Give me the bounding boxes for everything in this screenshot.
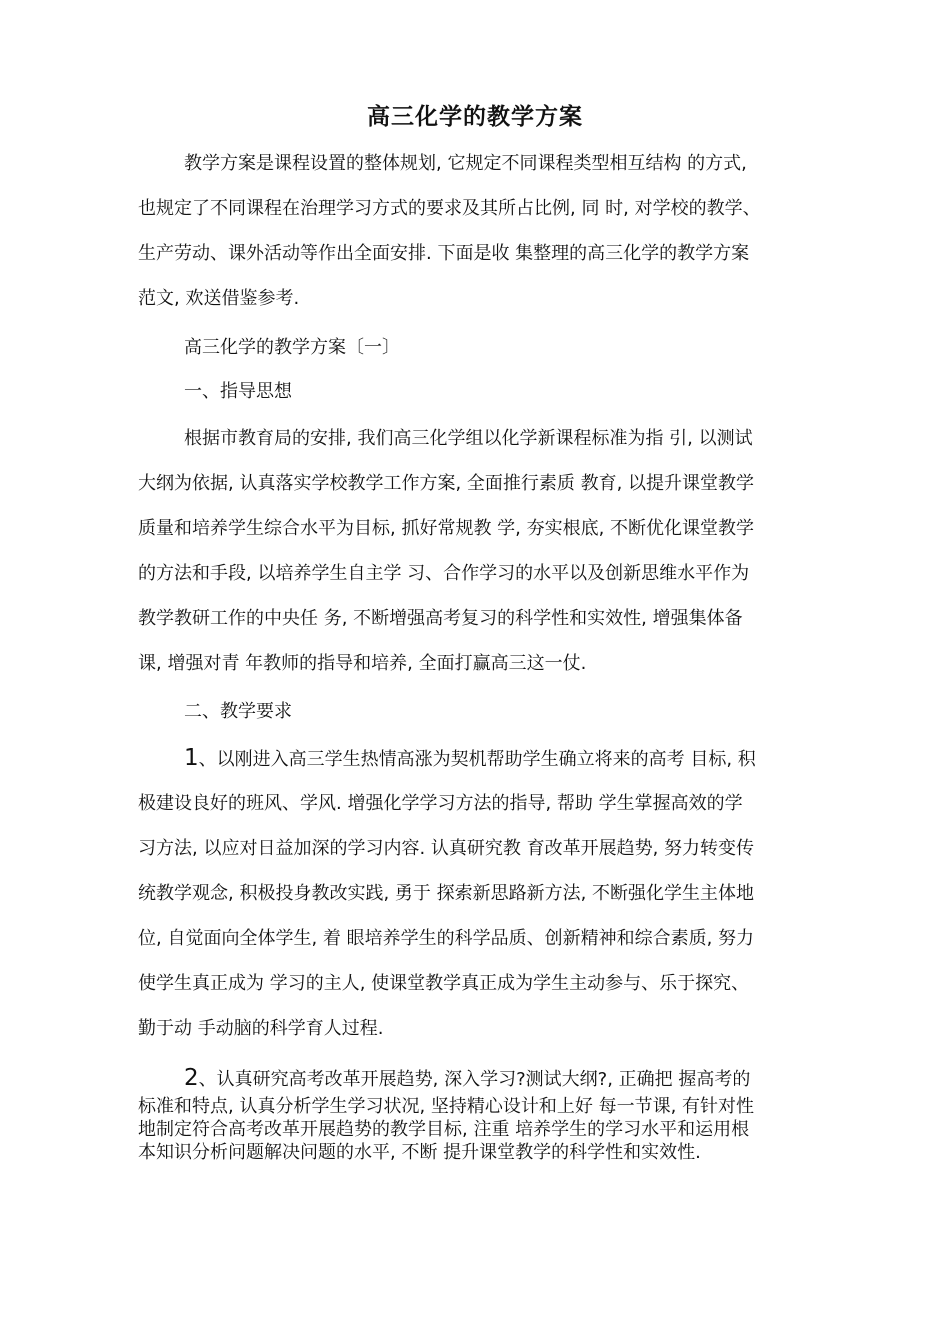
list-item bbox=[184, 746, 884, 772]
body-line: 标准和特点, 认真分析学生学习状况, 坚持精心设计和上好 每一节课, 有针对性 bbox=[138, 1096, 755, 1117]
body-line: 地制定符合高考改革开展趋势的教学目标, 注重 培养学生的学习水平和运用根 bbox=[138, 1119, 750, 1140]
section-heading: 一、指导思想 bbox=[184, 381, 292, 402]
body-line: 也规定了不同课程在治理学习方式的要求及其所占比例, 同 时, 对学校的教学、 bbox=[138, 198, 761, 219]
document-title: 高三化学的教学方案 bbox=[367, 104, 583, 130]
body-line: 习方法, 以应对日益加深的学习内容. 认真研究教 育改革开展趋势, 努力转变传 bbox=[138, 838, 755, 859]
body-line: 质量和培养学生综合水平为目标, 抓好常规教 学, 夯实根底, 不断优化课堂教学 bbox=[138, 518, 755, 539]
body-line: 大纲为依据, 认真落实学校教学工作方案, 全面推行素质 教育, 以提升课堂教学 bbox=[138, 473, 755, 494]
body-line: 极建设良好的班风、学风. 增强化学学习方法的指导, 帮助 学生掌握高效的学 bbox=[138, 793, 743, 814]
body-line: 位, 自觉面向全体学生, 着 眼培养学生的科学品质、创新精神和综合素质, 努力 bbox=[138, 928, 755, 949]
body-line: 的方法和手段, 以培养学生自主学 习、合作学习的水平以及创新思维水平作为 bbox=[138, 563, 750, 584]
body-line: 勤于动 手动脑的科学育人过程. bbox=[138, 1018, 384, 1039]
section-heading: 高三化学的教学方案〔一〕 bbox=[184, 337, 400, 358]
body-line: 生产劳动、课外活动等作出全面安排. 下面是收 集整理的高三化学的教学方案 bbox=[138, 243, 750, 264]
body-line: 教学教研工作的中央任 务, 不断增强高考复习的科学性和实效性, 增强集体备 bbox=[138, 608, 743, 629]
body-line: 统教学观念, 积极投身教改实践, 勇于 探索新思路新方法, 不断强化学生主体地 bbox=[138, 883, 755, 904]
body-line: 教学方案是课程设置的整体规划, 它规定不同课程类型相互结构 的方式, bbox=[184, 153, 747, 174]
body-line: 课, 增强对青 年教师的指导和培养, 全面打赢高三这一仗. bbox=[138, 653, 587, 674]
list-item bbox=[184, 1066, 884, 1092]
list-number: 1 bbox=[184, 745, 199, 771]
section-heading: 二、教学要求 bbox=[184, 701, 292, 722]
body-line: 使学生真正成为 学习的主人, 使课堂教学真正成为学生主动参与、乐于探究、 bbox=[138, 973, 750, 994]
list-item-text: 、认真研究高考改革开展趋势, 深入学习?测试大纲?, 正确把 握高考的 bbox=[198, 1069, 751, 1090]
list-item-text: 、以刚进入高三学生热情高涨为契机帮助学生确立将来的高考 目标, 积 bbox=[198, 749, 756, 770]
body-line: 范文, 欢送借鉴参考. bbox=[138, 288, 300, 309]
body-line: 本知识分析问题解决问题的水平, 不断 提升课堂教学的科学性和实效性. bbox=[138, 1142, 701, 1163]
list-number: 2 bbox=[184, 1065, 199, 1091]
body-line: 根据市教育局的安排, 我们高三化学组以化学新课程标准为指 引, 以测试 bbox=[184, 428, 753, 449]
